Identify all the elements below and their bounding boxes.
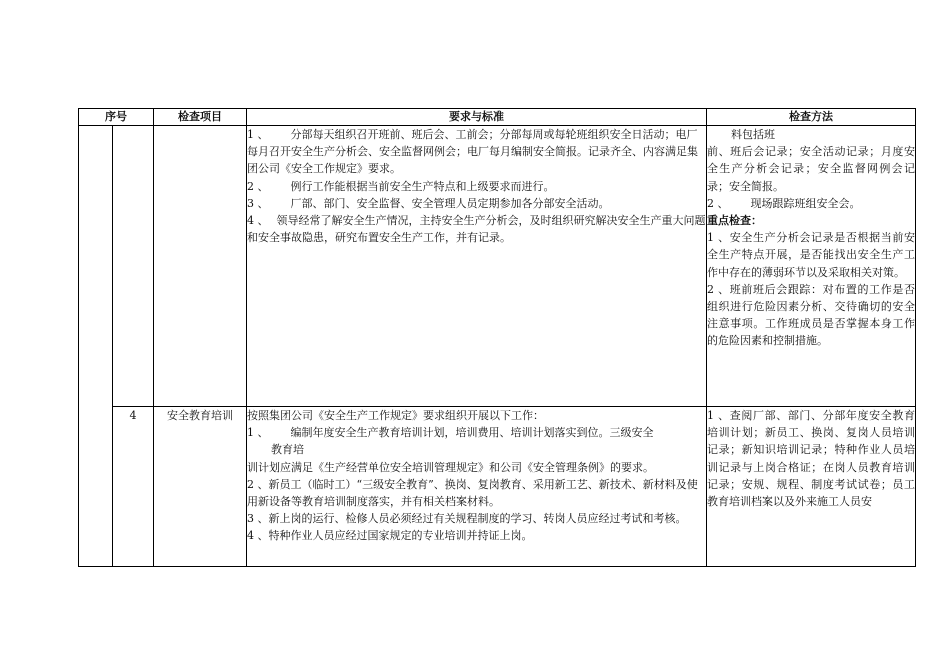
table-header-row [79, 109, 916, 126]
requirement-item: 1 、 分部每天组织召开班前、班后会、工前会；分部每周或每轮班组织安全日活动；电厂每月召开安全生产分析会、安全监督网例会；电厂每月编制安全简报。记录齐全、内容满足集团公司《安全工作规定》要求。 [247, 128, 698, 176]
requirement-item: 3 、 厂部、部门、安全监督、安全管理人员定期参加各分部安全活动。 [247, 196, 610, 210]
requirement-item: 2 、 例行工作能根据当前安全生产特点和上级要求而进行。 [247, 179, 555, 193]
table-row [79, 407, 916, 567]
seq-outer-cell [79, 126, 113, 567]
requirement-item: 2 、新员工（临时工）“三级安全教育”、换岗、复岗教育、采用新工艺、新技术、新材料及使用新设备等教育培训制度落实，并有相关档案材料。 [247, 477, 698, 509]
header-check-item: 检查项目 [154, 109, 247, 126]
method-text: 1 、查阅厂部、部门、分部年度安全教育培训计划；新员工、换岗、复岗人员培训记录；新知识培训记录；特种作业人员培训记录与上岗合格证；在岗人员教育培训记录；安规、规程、制度考试试卷；员工教育培训档案以及外来施工人员安 [707, 409, 915, 509]
method-item: 1 、安全生产分析会记录是否根据当前安全生产特点开展，是否能找出安全生产工作中存在的薄弱环节以及采取相关对策。 [707, 231, 915, 279]
method-cell [707, 126, 916, 407]
method-item: 2 、 现场跟踪班组安全会。 [707, 196, 861, 210]
header-seq: 序号 [79, 109, 154, 126]
requirement-text: 教育培 [271, 443, 304, 457]
seq-cell: 4 [113, 407, 154, 567]
table-row [79, 126, 916, 407]
requirements-cell [247, 407, 707, 567]
requirement-item: 1 、 编制年度安全生产教育培训计划，培训费用、培训计划落实到位。三级安全 [247, 426, 654, 440]
requirement-intro: 按照集团公司《安全生产工作规定》要求组织开展以下工作： [247, 409, 544, 422]
requirement-text: 训计划应满足《生产经营单位安全培训管理规定》和公司《安全管理条例》的要求。 [247, 460, 654, 474]
requirement-item: 4 、特种作业人员应经过国家规定的专业培训并持证上岗。 [247, 529, 533, 543]
key-check-label: 重点检查： [707, 214, 762, 228]
header-method: 检查方法 [707, 109, 916, 126]
method-item: 2 、班前班后会跟踪：对布置的工作是否组织进行危险因素分析、交待确切的安全注意事项。工作班成员是否掌握本身工作的危险因素和控制措施。 [707, 282, 915, 348]
inspection-table [78, 108, 916, 567]
item-cell: 安全教育培训 [154, 407, 247, 567]
seq-cell [113, 126, 154, 407]
method-text: 前、班后会记录；安全活动记录；月度安全生产分析会记录；安全监督网例会记录；安全简报。 [707, 145, 915, 193]
header-requirements: 要求与标准 [247, 109, 707, 126]
requirement-item: 3 、新上岗的运行、检修人员必须经过有关规程制度的学习、转岗人员应经过考试和考核。 [247, 512, 687, 526]
requirements-cell [247, 126, 707, 407]
requirement-item: 4 、 领导经常了解安全生产情况，主持安全生产分析会，及时组织研究解决安全生产重大问题和安全事故隐患，研究布置安全生产工作，并有记录。 [247, 214, 706, 245]
method-cell [707, 407, 916, 567]
method-text: 料包括班 [731, 128, 775, 141]
item-cell [154, 126, 247, 407]
